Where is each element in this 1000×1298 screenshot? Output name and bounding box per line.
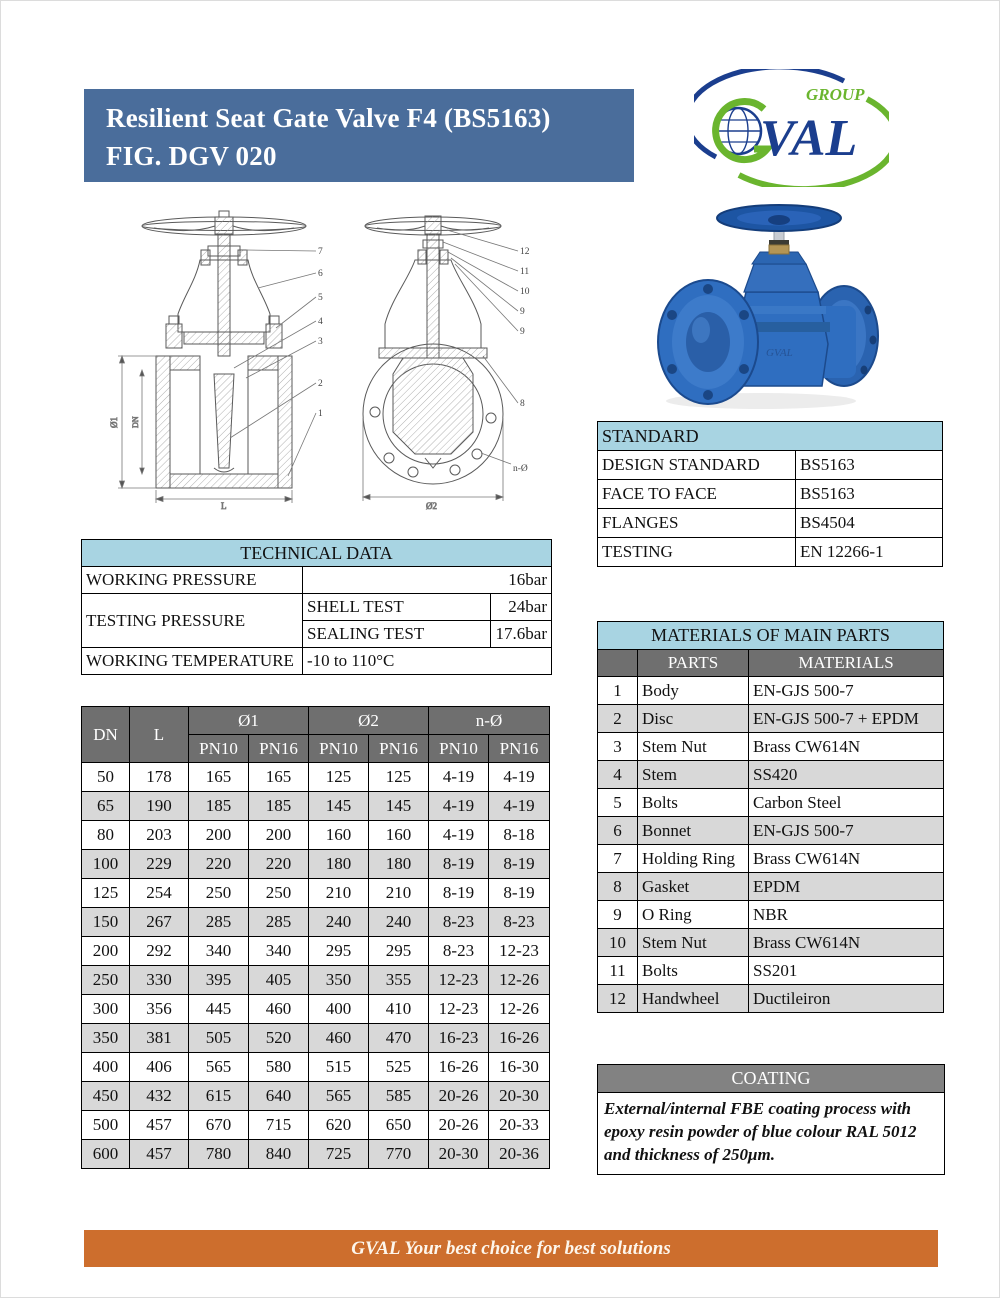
table-cell: 340 [189,937,249,966]
table-row [598,677,944,705]
valve-side-section-drawing [351,206,551,511]
table-row [82,966,550,995]
table-cell: 432 [130,1082,189,1111]
table-cell: 2 [598,705,638,733]
gval-group-logo [694,69,889,187]
table-cell: 405 [249,966,309,995]
table-cell: BS5163 [796,451,943,480]
callout-2: 2 [318,379,323,389]
technical-data-table [81,539,552,675]
table-cell: 780 [189,1140,249,1169]
table-cell: 165 [249,763,309,792]
table-cell: 160 [369,821,429,850]
table-cell: Holding Ring [638,845,749,873]
table-cell: Disc [638,705,749,733]
table-cell: 515 [309,1053,369,1082]
table-cell: 145 [309,792,369,821]
table-cell: 295 [309,937,369,966]
shell-test-value: 24bar [491,594,552,621]
table-cell: 12-23 [489,937,550,966]
table-cell: 12-26 [489,995,550,1024]
callout-3: 3 [318,337,323,347]
table-cell: 20-33 [489,1111,550,1140]
table-cell: 406 [130,1053,189,1082]
table-cell: Stem [638,761,749,789]
table-cell: TESTING [598,538,796,567]
callout-numbers-right [513,247,530,474]
table-cell: 20-26 [429,1082,489,1111]
technical-data-title: TECHNICAL DATA [82,540,552,567]
table-row [598,451,943,480]
table-cell: 400 [309,995,369,1024]
table-cell: SS201 [749,957,944,985]
col-header-number [598,650,638,677]
col-header-parts: PARTS [638,650,749,677]
table-cell: 525 [369,1053,429,1082]
valve-body-drawing [156,356,292,488]
table-cell: 770 [369,1140,429,1169]
table-cell: 12-23 [429,966,489,995]
table-cell: 292 [130,937,189,966]
working-temperature-value: -10 to 110°C [303,648,552,675]
logo-val-text: VAL [760,110,858,167]
table-row [598,480,943,509]
testing-pressure-label: TESTING PRESSURE [82,594,303,648]
table-cell: 240 [309,908,369,937]
valve-front-section-drawing [96,206,356,511]
table-cell: 350 [82,1024,130,1053]
col-header-d1: Ø1 [189,707,309,735]
shell-test-label: SHELL TEST [303,594,491,621]
table-cell: 450 [82,1082,130,1111]
table-cell: 8-18 [489,821,550,850]
coating-section [597,1064,945,1175]
table-cell: 580 [249,1053,309,1082]
table-cell: 160 [309,821,369,850]
table-row [82,1111,550,1140]
col-header-pn16: PN16 [489,735,550,763]
table-cell: 8-23 [429,937,489,966]
table-row [82,850,550,879]
table-cell: 330 [130,966,189,995]
table-cell: 8 [598,873,638,901]
table-cell: 445 [189,995,249,1024]
handwheel-drawing-side [365,216,501,358]
table-cell: 460 [249,995,309,1024]
table-cell: 8-19 [429,850,489,879]
callout-1: 1 [318,409,323,419]
coating-text: External/internal FBE coating process with epoxy resin powder of blue colour RAL 5012 and thickness of 250μm. [604,1099,917,1164]
table-cell: 640 [249,1082,309,1111]
dim-label-nd: n-Ø [513,464,528,474]
table-row [598,817,944,845]
table-cell: Stem Nut [638,929,749,957]
table-cell: 20-30 [429,1140,489,1169]
table-cell: 4-19 [429,792,489,821]
table-cell: 10 [598,929,638,957]
table-cell: 565 [189,1053,249,1082]
table-cell: 356 [130,995,189,1024]
table-cell: 600 [82,1140,130,1169]
table-cell: 300 [82,995,130,1024]
col-header-nd: n-Ø [429,707,550,735]
coating-title: COATING [598,1065,944,1093]
photo-bonnet [744,252,818,292]
callout-6: 6 [318,269,323,279]
table-cell: 4-19 [489,792,550,821]
table-cell: Carbon Steel [749,789,944,817]
working-temperature-label: WORKING TEMPERATURE [82,648,303,675]
table-row [82,821,550,850]
table-cell: 8-23 [429,908,489,937]
table-cell: 267 [130,908,189,937]
dim-label-dn: DN [131,416,140,428]
table-cell: 8-19 [489,879,550,908]
table-cell: Stem Nut [638,733,749,761]
table-cell: FLANGES [598,509,796,538]
table-cell: 12-23 [429,995,489,1024]
table-cell: 840 [249,1140,309,1169]
table-cell: 650 [369,1111,429,1140]
table-cell: Ductileiron [749,985,944,1013]
callout-9b: 9 [520,327,525,337]
table-cell: 20-36 [489,1140,550,1169]
table-cell: 7 [598,845,638,873]
table-cell: Handwheel [638,985,749,1013]
table-cell: BS4504 [796,509,943,538]
working-pressure-label: WORKING PRESSURE [82,567,303,594]
table-cell: 400 [82,1053,130,1082]
callout-8: 8 [520,399,525,409]
table-cell: 500 [82,1111,130,1140]
table-cell: 520 [249,1024,309,1053]
table-cell: 615 [189,1082,249,1111]
table-cell: 285 [189,908,249,937]
photo-handwheel [717,205,841,231]
table-cell: Body [638,677,749,705]
col-header-pn10: PN10 [189,735,249,763]
table-cell: Bonnet [638,817,749,845]
dimensions-table [81,706,550,1169]
table-cell: 220 [249,850,309,879]
table-cell: 185 [189,792,249,821]
table-cell: 355 [369,966,429,995]
table-cell: 65 [82,792,130,821]
table-cell: 150 [82,908,130,937]
table-row [82,763,550,792]
col-header-l: L [130,707,189,763]
table-cell: Brass CW614N [749,929,944,957]
table-cell: O Ring [638,901,749,929]
standard-table [597,421,943,567]
table-cell: EN-GJS 500-7 [749,817,944,845]
table-cell: 460 [309,1024,369,1053]
table-cell: 410 [369,995,429,1024]
standard-table-title: STANDARD [598,422,943,451]
table-cell: 457 [130,1140,189,1169]
callout-numbers-left [318,247,323,419]
table-cell: 125 [369,763,429,792]
table-cell: 220 [189,850,249,879]
table-row [82,792,550,821]
flange-circle-drawing [363,344,503,484]
table-cell: 16-23 [429,1024,489,1053]
table-row [82,908,550,937]
table-cell: SS420 [749,761,944,789]
table-cell: 250 [189,879,249,908]
table-cell: Brass CW614N [749,733,944,761]
sealing-test-value: 17.6bar [491,621,552,648]
col-header-pn10: PN10 [309,735,369,763]
table-cell: 350 [309,966,369,995]
table-cell: 725 [309,1140,369,1169]
table-cell: 5 [598,789,638,817]
col-header-materials: MATERIALS [749,650,944,677]
table-cell: 80 [82,821,130,850]
logo-group-text: GROUP [806,85,865,104]
table-cell: 9 [598,901,638,929]
col-header-d2: Ø2 [309,707,429,735]
callout-4: 4 [318,317,323,327]
table-cell: EN-GJS 500-7 + EPDM [749,705,944,733]
table-cell: 125 [82,879,130,908]
callout-7: 7 [318,247,323,257]
table-cell: 210 [369,879,429,908]
table-cell: 1 [598,677,638,705]
table-cell: 16-30 [489,1053,550,1082]
table-cell: DESIGN STANDARD [598,451,796,480]
table-cell: FACE TO FACE [598,480,796,509]
table-cell: 200 [82,937,130,966]
photo-cast-lettering: GVAL [766,347,793,359]
callout-10: 10 [520,287,530,297]
table-cell: 4-19 [489,763,550,792]
dim-label-d2: Ø2 [426,501,437,511]
table-cell: 250 [249,879,309,908]
table-cell: 457 [130,1111,189,1140]
sealing-test-label: SEALING TEST [303,621,491,648]
table-row [598,957,944,985]
table-cell: 295 [369,937,429,966]
table-cell: 340 [249,937,309,966]
table-row [82,1082,550,1111]
title-bar [84,89,634,182]
stem-bonnet-drawing [166,234,282,356]
table-cell: 8-19 [429,879,489,908]
table-row [82,937,550,966]
table-cell: EPDM [749,873,944,901]
table-cell: 180 [309,850,369,879]
table-row [598,705,944,733]
handwheel-drawing [142,211,306,235]
table-cell: 229 [130,850,189,879]
table-cell: 8-19 [489,850,550,879]
table-row [598,845,944,873]
table-cell: 670 [189,1111,249,1140]
table-cell: 250 [82,966,130,995]
table-cell: 200 [189,821,249,850]
table-cell: 505 [189,1024,249,1053]
table-row [82,1053,550,1082]
page-title: Resilient Seat Gate Valve F4 (BS5163) [106,103,551,133]
table-row [82,1024,550,1053]
table-row [598,761,944,789]
col-header-dn: DN [82,707,130,763]
table-row [598,789,944,817]
callout-5: 5 [318,293,323,303]
table-cell: 20-26 [429,1111,489,1140]
table-cell: 100 [82,850,130,879]
table-cell: 285 [249,908,309,937]
dim-label-d1: Ø1 [109,417,119,428]
table-row [598,873,944,901]
table-row [598,929,944,957]
table-cell: 210 [309,879,369,908]
table-cell: 715 [249,1111,309,1140]
photo-left-flange [658,280,758,404]
table-cell: 200 [249,821,309,850]
table-cell: 16-26 [429,1053,489,1082]
table-cell: EN-GJS 500-7 [749,677,944,705]
table-cell: 50 [82,763,130,792]
table-cell: 180 [369,850,429,879]
table-cell: 203 [130,821,189,850]
table-cell: 4 [598,761,638,789]
table-cell: 4-19 [429,763,489,792]
table-cell: Bolts [638,957,749,985]
table-cell: 16-26 [489,1024,550,1053]
figure-number: FIG. DGV 020 [106,141,277,171]
table-cell: Gasket [638,873,749,901]
table-cell: Brass CW614N [749,845,944,873]
table-cell: NBR [749,901,944,929]
dim-label-l: L [221,501,227,511]
table-row [82,1140,550,1169]
table-cell: 620 [309,1111,369,1140]
materials-table [597,621,944,1013]
table-cell: 3 [598,733,638,761]
col-header-pn10: PN10 [429,735,489,763]
table-row [82,879,550,908]
table-cell: 470 [369,1024,429,1053]
table-cell: 240 [369,908,429,937]
working-pressure-value: 16bar [303,567,552,594]
table-cell: 395 [189,966,249,995]
table-cell: EN 12266-1 [796,538,943,567]
table-cell: 4-19 [429,821,489,850]
footer-slogan: GVAL Your best choice for best solutions [84,1230,938,1267]
table-cell: 12-26 [489,966,550,995]
table-cell: BS5163 [796,480,943,509]
materials-table-title: MATERIALS OF MAIN PARTS [598,622,944,650]
table-cell: 125 [309,763,369,792]
table-cell: 381 [130,1024,189,1053]
table-cell: 165 [189,763,249,792]
table-cell: 8-23 [489,908,550,937]
table-row [598,985,944,1013]
callout-12: 12 [520,247,530,257]
table-row [598,901,944,929]
table-row [598,509,943,538]
table-cell: 254 [130,879,189,908]
table-cell: 565 [309,1082,369,1111]
table-cell: 185 [249,792,309,821]
table-cell: 178 [130,763,189,792]
callout-11: 11 [520,267,530,277]
table-cell: 190 [130,792,189,821]
col-header-pn16: PN16 [369,735,429,763]
col-header-pn16: PN16 [249,735,309,763]
callout-9a: 9 [520,307,525,317]
table-cell: 585 [369,1082,429,1111]
table-cell: 20-30 [489,1082,550,1111]
valve-product-photo [646,194,881,412]
table-cell: 6 [598,817,638,845]
table-row [598,733,944,761]
table-row [598,538,943,567]
table-cell: Bolts [638,789,749,817]
table-row [82,995,550,1024]
table-cell: 145 [369,792,429,821]
table-cell: 12 [598,985,638,1013]
table-cell: 11 [598,957,638,985]
